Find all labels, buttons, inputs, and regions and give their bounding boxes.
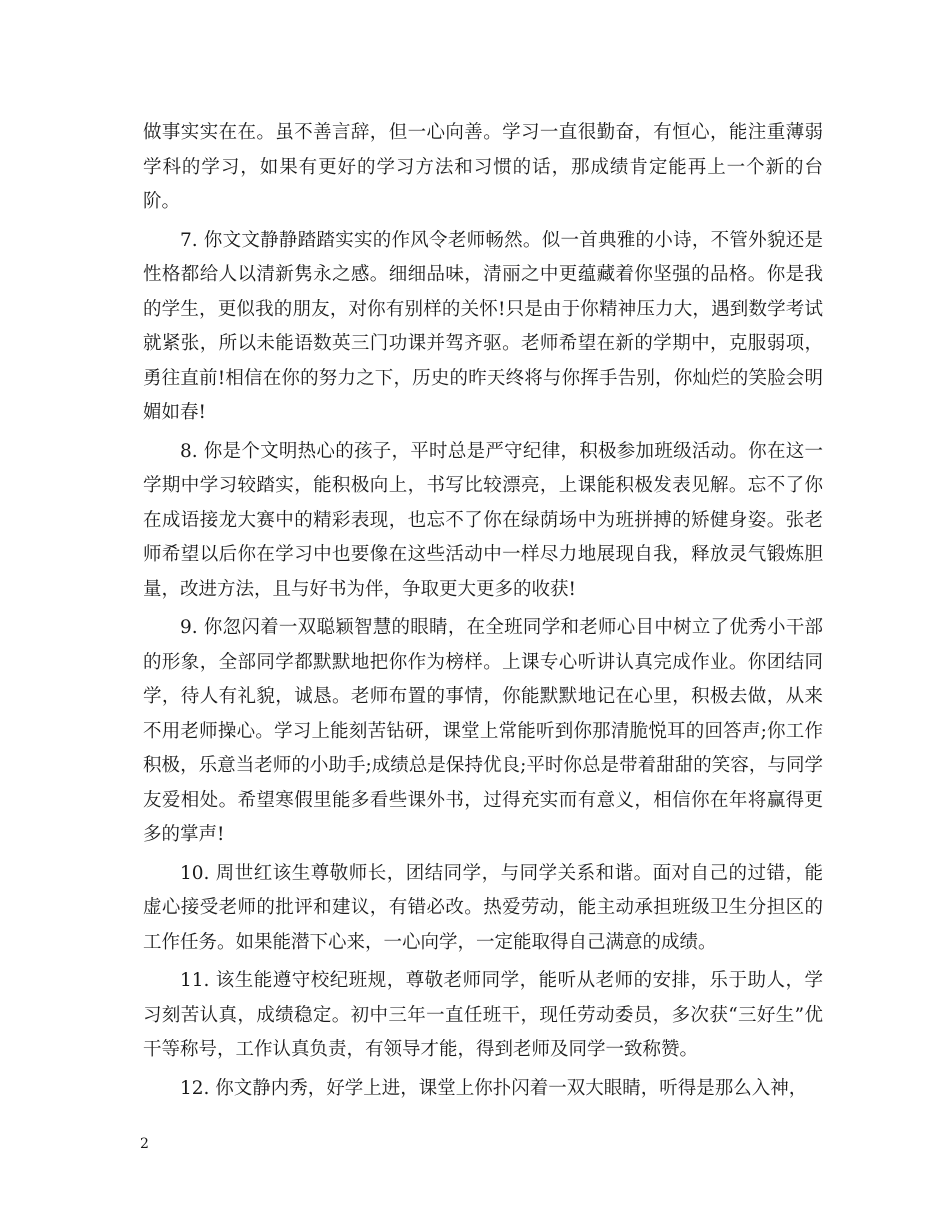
paragraph-6-continuation: 做事实实在在。虽不善言辞，但一心向善。学习一直很勤奋，有恒心，能注重薄弱学科的学习，如果有更好的学习方法和习惯的话，那成绩肯定能再上一个新的台阶。 [143,122,823,212]
page-number: 2 [140,1136,149,1152]
paragraph-11: 11. 该生能遵守校纪班规，尊敬老师同学，能听从老师的安排，乐于助人，学习刻苦认真，成绩稳定。初中三年一直任班干，现任劳动委员，多次获“三好生”优干等称号，工作认真负责，有领导才能，得到老师及同学一致称赞。 [143,970,823,1060]
paragraph-10: 10. 周世红该生尊敬师长，团结同学，与同学关系和谐。面对自己的过错，能虚心接受老师的批评和建议，有错必改。热爱劳动，能主动承担班级卫生分担区的工作任务。如果能潜下心来，一心向学，一定能取得自己满意的成绩。 [143,862,823,953]
paragraph-9: 9. 你忽闪着一双聪颖智慧的眼睛，在全班同学和老师心目中树立了优秀小干部的形象，全部同学都默默地把你作为榜样。上课专心听讲认真完成作业。你团结同学，待人有礼貌，诚恳。老师布置的事情，你能默默地记在心里，积极去做，从来不用老师操心。学习上能刻苦钻研，课堂上常能听到你那清脆悦耳的回答声;你工作积极，乐意当老师的小助手;成绩总是保持优良;平时你总是带着甜甜的笑容，与同学友爱相处。希望寒假里能多看些课外书，过得充实而有意义，相信你在年将赢得更多的掌声! [143,617,823,845]
paragraph-12: 12. 你文静内秀，好学上进，课堂上你扑闪着一双大眼睛，听得是那么入神， [180,1077,808,1099]
paragraph-7: 7. 你文文静静踏踏实实的作风令老师畅然。似一首典雅的小诗，不管外貌还是性格都给人以清新隽永之感。细细品味，清丽之中更蕴藏着你坚强的品格。你是我的学生，更似我的朋友，对你有别样的关怀!只是由于你精神压力大，遇到数学考试就紧张，所以未能语数英三门功课并驾齐驱。老师希望在新的学期中，克服弱项，勇往直前!相信在你的努力之下，历史的昨天终将与你挥手告别，你灿烂的笑脸会明媚如春! [143,229,823,423]
paragraph-8: 8. 你是个文明热心的孩子，平时总是严守纪律，积极参加班级活动。你在这一学期中学习较踏实，能积极向上，书写比较漂亮，上课能积极发表见解。忘不了你在成语接龙大赛中的精彩表现，也忘不了你在绿荫场中为班拼搏的矫健身姿。张老师希望以后你在学习中也要像在这些活动中一样尽力地展现自我，释放灵气锻炼胆量，改进方法，且与好书为伴，争取更大更多的收获! [143,440,823,600]
body-text [143,116,823,1110]
